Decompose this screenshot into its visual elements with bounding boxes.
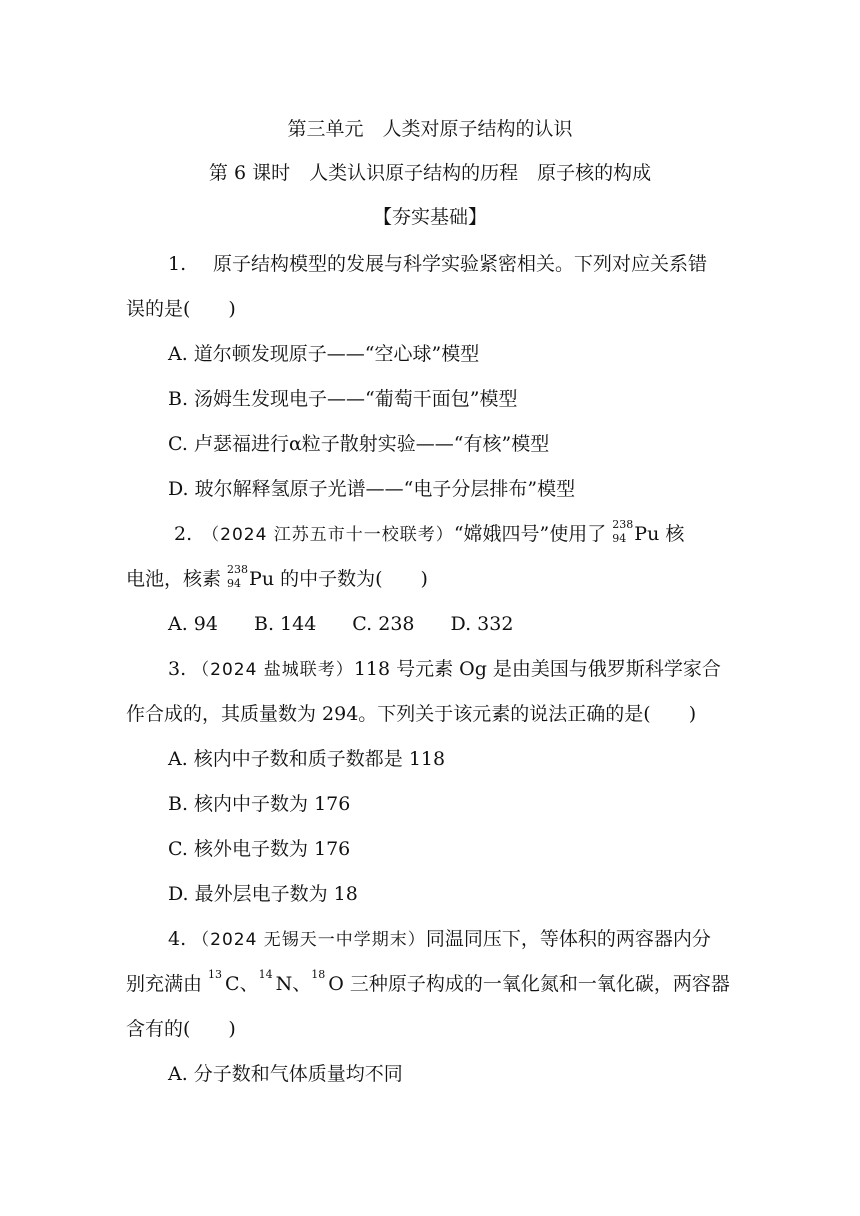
question-4-stem-line3: 含有的( ) <box>126 1018 236 1040</box>
question-3-option-a: A. 核内中子数和质子数都是 118 <box>168 748 446 770</box>
question-2-option-a: A. 94 <box>168 613 218 635</box>
question-2-number: 2. <box>174 523 193 545</box>
o-symbol: O <box>328 973 344 995</box>
c-symbol: C <box>225 973 240 995</box>
pu-atomic-number-2: 94 <box>227 577 242 590</box>
n-14-isotope <box>258 968 276 997</box>
separator-1: 、 <box>239 973 259 995</box>
question-1-number: 1. <box>168 253 187 275</box>
question-4-source: （2024 无锡天一中学期末） <box>192 930 426 950</box>
question-2-option-c: C. 238 <box>352 613 415 635</box>
question-2-option-d: D. 332 <box>450 613 514 635</box>
question-4-line2-a: 别充满由 <box>126 973 209 995</box>
question-2-option-b: B. 144 <box>253 613 317 635</box>
question-3-source: （2024 盐城联考） <box>192 660 354 680</box>
question-3-stem-line1: 118 号元素 Og 是由美国与俄罗斯科学家合 <box>353 658 721 680</box>
question-3-line1 <box>168 656 721 683</box>
question-4-line2 <box>126 968 730 997</box>
question-2-line1 <box>174 518 685 548</box>
separator-2: 、 <box>292 973 312 995</box>
unit-title: 第三单元 人类对原子结构的认识 <box>287 118 573 140</box>
question-1-option-a: A. 道尔顿发现原子——“空心球”模型 <box>168 343 480 365</box>
question-1-option-c: C. 卢瑟福进行α粒子散射实验——“有核”模型 <box>168 433 550 455</box>
question-2-line2-a: 电池，核素 <box>126 568 228 590</box>
n-symbol: N <box>275 973 293 995</box>
pu-238-nuclide <box>612 518 634 547</box>
question-2-line2 <box>126 563 428 592</box>
c-mass-number: 13 <box>208 968 223 981</box>
question-3-stem-line2: 作合成的，其质量数为 294。下列关于该元素的说法正确的是( ) <box>126 703 697 725</box>
question-3-number: 3. <box>168 658 187 680</box>
section-title: 【夯实基础】 <box>372 206 487 228</box>
question-2-source: （2024 江苏五市十一校联考） <box>202 525 454 545</box>
question-2-text-b: 核 <box>659 523 685 545</box>
question-1-option-d: D. 玻尔解释氢原子光谱——“电子分层排布”模型 <box>168 478 576 500</box>
question-1-stem-line2: 误的是( ) <box>126 298 236 320</box>
pu-mass-number-2: 238 <box>227 563 249 576</box>
question-3-option-d: D. 最外层电子数为 18 <box>168 883 358 905</box>
question-3-option-b: B. 核内中子数为 176 <box>168 793 351 815</box>
question-4-option-a: A. 分子数和气体质量均不同 <box>168 1063 403 1085</box>
pu-238-nuclide-2 <box>227 563 249 592</box>
question-1-stem-line1: 原子结构模型的发展与科学实验紧密相关。下列对应关系错 <box>213 253 708 275</box>
question-4-line2-b: 三种原子构成的一氧化氮和一氧化碳，两容器 <box>343 973 730 995</box>
question-4-stem-line1: 同温同压下，等体积的两容器内分 <box>425 928 711 950</box>
question-4-number: 4. <box>168 928 187 950</box>
question-3-option-c: C. 核外电子数为 176 <box>168 838 351 860</box>
question-2-line2-b: 的中子数为( ) <box>274 568 428 590</box>
pu-atomic-number: 94 <box>612 532 627 545</box>
o-mass-number: 18 <box>311 968 326 981</box>
lesson-title: 第 6 课时 人类认识原子结构的历程 原子核的构成 <box>208 162 652 184</box>
pu-mass-number: 238 <box>612 518 634 531</box>
o-18-isotope <box>311 968 328 997</box>
question-2-options <box>168 611 513 637</box>
n-mass-number: 14 <box>258 968 273 981</box>
c-13-isotope <box>208 968 225 997</box>
pu-symbol-2: Pu <box>249 568 275 590</box>
question-1-option-b: B. 汤姆生发现电子——“葡萄干面包”模型 <box>168 388 518 410</box>
question-4-line1 <box>168 926 711 953</box>
question-2-text-a: “嫦娥四号”使用了 <box>453 523 613 545</box>
pu-symbol: Pu <box>634 523 660 545</box>
